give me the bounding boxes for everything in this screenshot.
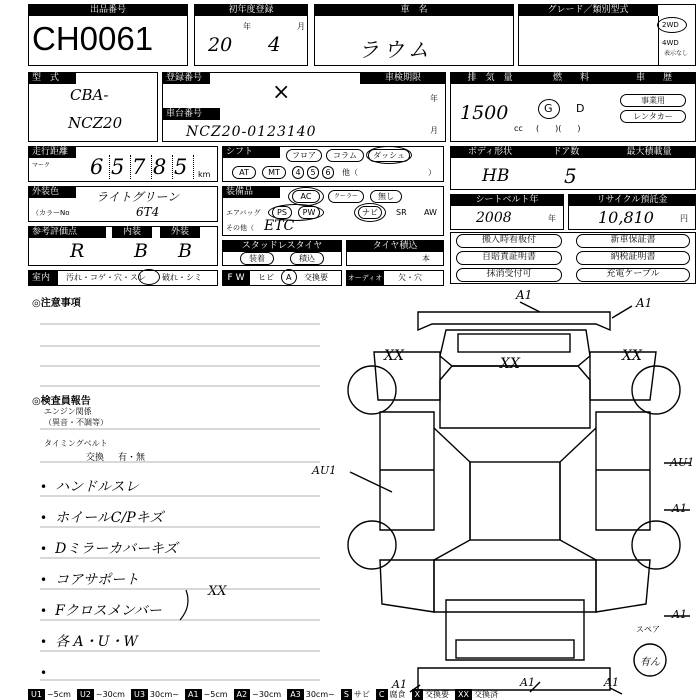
mark-a1-topright: A1 [636,296,653,310]
color-value: ライトグリーン [96,190,180,204]
timing-label: タイミングベルト [44,439,108,448]
shift-other-close: ） [428,168,436,177]
caution-label: ◎注意事項 [32,298,81,309]
displacement-value: 1500 [460,102,509,124]
inspection-month-unit: 月 [430,126,438,135]
studless-label: スタッドレスタイヤ [222,240,342,252]
legend-desc: 腐食 [389,690,406,699]
note-bullet: • [40,604,48,618]
studless-installed: 装着 [240,252,274,265]
legend-code: U2 [77,689,94,700]
year-unit: 年 [243,22,251,31]
seatbelt-unit: 年 [548,214,556,223]
drive-none: 表示なし [664,50,689,57]
lot-number-value: CH0061 [32,20,154,57]
equip-ac: AC [292,190,320,203]
exterior-score-label: 外装 [160,226,200,238]
mileage-meter-label: マーク [32,162,51,169]
recycle-label: リサイクル預託金 [568,194,696,206]
engine-label: エンジン関係 [44,407,92,416]
capacity-label: 最大積載量 [602,146,696,158]
note-bullet: • [40,635,48,649]
recycle-value: 10,810 [598,208,654,227]
shift-5: 5 [307,166,319,179]
ref-score-label: 参考評価点 [28,226,106,238]
legend-desc: 30cm~ [149,690,179,699]
first-registration-label: 初年度登録 [194,4,308,16]
mark-xx-left: XX [384,348,404,364]
equip-ps: PS [272,206,292,219]
note-text: 各 A・U・W [55,634,138,650]
mark-xx-center: XX [500,356,520,372]
equip-none: 無し [370,190,402,203]
chassis-value: NCZ20-0123140 [186,124,317,140]
legend-desc: ~5cm [46,690,71,699]
color-label: 外装色 [28,186,76,198]
shift-mt: MT [262,166,286,179]
note-bullet: • [40,511,48,525]
doc-item-6: 充電ケーブル [576,268,690,282]
damage-legend [28,689,504,700]
spare-label: スペア [636,625,660,634]
equip-cooler: クーラー [328,190,364,203]
legend-code: U3 [131,689,148,700]
note-text: ホイールC/Pキズ [55,510,164,526]
shift-6: 6 [322,166,334,179]
month-unit: 月 [297,22,305,31]
shift-other: 他（ [342,168,358,177]
displacement-label: 排 気 量 [450,72,530,84]
legend-desc: 交換済 [473,690,498,699]
legend-desc: サビ [353,690,370,699]
legend-code: A1 [185,689,202,700]
ref-score-value: R [70,240,85,262]
mileage-digit: 7 [132,155,152,179]
mark-au1-left: AU1 [312,464,337,477]
mileage-digit: 5 [111,155,131,179]
tire-load-unit: 本 [422,254,430,263]
equip-navi: ナビ [358,206,382,219]
doc-item-1: 搬入時看板付 [456,234,562,248]
color-code-value: 6T4 [136,205,160,219]
shift-column: コラム [326,149,364,162]
mileage-label: 走行距離 [28,146,76,158]
inspection-year-unit: 年 [430,94,438,103]
seatbelt-value: 2008 [476,210,512,226]
shift-label: シフト [222,146,280,158]
mileage-digit: 8 [153,155,173,179]
type-value-2: NCZ20 [68,114,123,132]
note-text: コアサポート [55,572,140,588]
mark-a1-right2: A1 [672,608,687,621]
reg-label: 登録番号 [162,72,210,84]
type-value-1: CBA- [70,86,109,104]
doors-value: 5 [564,164,577,188]
exterior-score-value: B [178,240,192,262]
equip-pw: PW [298,206,320,219]
interior-row-label: 室内 [28,270,58,286]
drive-2wd: 2WD [662,21,679,29]
legend-desc: ~5cm [203,690,228,699]
mark-a1-right: A1 [672,502,687,515]
legend-code: U1 [28,689,45,700]
equip-sr: SR [396,208,407,217]
fw-row-label: F W [222,270,250,286]
type-label: 型 式 [28,72,76,84]
first-registration-year: 20 [208,34,233,56]
mark-xx-right: XX [622,348,642,364]
lot-number-label: 出品番号 [28,4,188,16]
fuel-label: 燃 料 [530,72,612,84]
chassis-label: 車台番号 [162,108,220,120]
shift-dash: ダッシュ [368,149,410,162]
doc-item-5: 抹消受付可 [456,268,562,282]
mark-a1-bottom-right: A1 [604,676,619,689]
cc-unit: cc [514,124,523,133]
timing-opts: 有・無 [118,453,146,463]
tire-load-label: タイヤ積込 [346,240,444,252]
equip-other-value: ETC [264,218,295,234]
audio-row-items: 欠・穴 [398,273,422,282]
fuel-paren: ( )( ) [536,124,581,133]
fuel-d: D [576,102,585,115]
model-label: 車 名 [314,4,514,16]
fuel-g: G [544,102,553,115]
reg-value: × [272,80,291,105]
studless-loaded: 積込 [290,252,324,265]
legend-code: A2 [234,689,251,700]
note-text: Fクロスメンバー [55,603,162,619]
interior-row-text: 汚れ・コゲ・穴・スレ [66,273,146,282]
legend-desc: 交換要 [424,690,449,699]
mark-a1-bottom-mid: A1 [520,676,535,689]
doc-item-4: 納税証明書 [576,251,690,265]
fw-row-items: ヒビ [258,273,274,282]
shift-at: AT [232,166,256,179]
history-label: 車 歴 [612,72,696,84]
note-mark-xx: XX [208,584,227,599]
note-text: ハンドルスレ [55,479,139,495]
equip-other-label: その他（ [226,224,254,232]
legend-desc: ~30cm [252,690,282,699]
body-shape-value: HB [482,166,510,186]
fw-row-a: A [286,273,292,282]
note-bullet: • [40,573,48,587]
grade-label: グレード／類別型式 [518,4,658,16]
inspection-label: 車検期限 [360,72,446,84]
note-bullet: • [40,666,48,680]
equipment-label: 装備品 [222,186,280,198]
legend-desc: 30cm~ [305,690,335,699]
legend-code: X [412,689,423,700]
equip-aw: AW [424,208,437,217]
fw-row-swap: 交換要 [304,273,328,282]
mileage-digit: 5 [174,155,194,179]
mark-au1-right: AU1 [670,456,695,469]
seatbelt-label: シートベルト年 [450,194,564,206]
legend-code: XX [455,689,472,700]
history-rental: レンタカー [620,110,686,123]
legend-desc: ~30cm [95,690,125,699]
shift-4: 4 [292,166,304,179]
first-registration-month: 4 [268,32,281,56]
doors-label: ドア数 [530,146,602,158]
interior-row-text2: 破れ・シミ [162,273,202,282]
legend-code: C [376,689,388,700]
model-value: ラウム [358,38,433,62]
doc-item-3: 自賠責証明書 [456,251,562,265]
legend-code: A3 [287,689,304,700]
engine-sub: （異音・不調等） [44,418,108,427]
equip-airbag: エアバッグ [226,209,261,217]
mileage-unit: km [198,170,211,179]
interior-score-value: B [134,240,148,262]
recycle-unit: 円 [680,214,688,223]
mileage-digit: 6 [90,155,110,179]
interior-score-label: 内装 [112,226,152,238]
color-code-label: （カラーNo [32,209,70,217]
mark-a1-bottom-left: A1 [392,678,407,691]
doc-item-2: 新車保証書 [576,234,690,248]
inspector-label: ◎検査員報告 [32,396,91,407]
shift-floor: フロア [286,149,322,162]
spare-value: 有ん [640,657,660,668]
note-bullet: • [40,480,48,494]
legend-code: S [341,689,352,700]
mark-a1-top: A1 [516,288,533,302]
note-text: Dミラーカバーキズ [55,541,178,557]
history-business: 事業用 [620,94,686,107]
note-bullet: • [40,542,48,556]
drive-4wd: 4WD [662,39,679,47]
timing-swap: 交換 [86,453,105,463]
audio-row-label: オーディオ [346,270,384,286]
body-shape-label: ボディ形状 [450,146,530,158]
